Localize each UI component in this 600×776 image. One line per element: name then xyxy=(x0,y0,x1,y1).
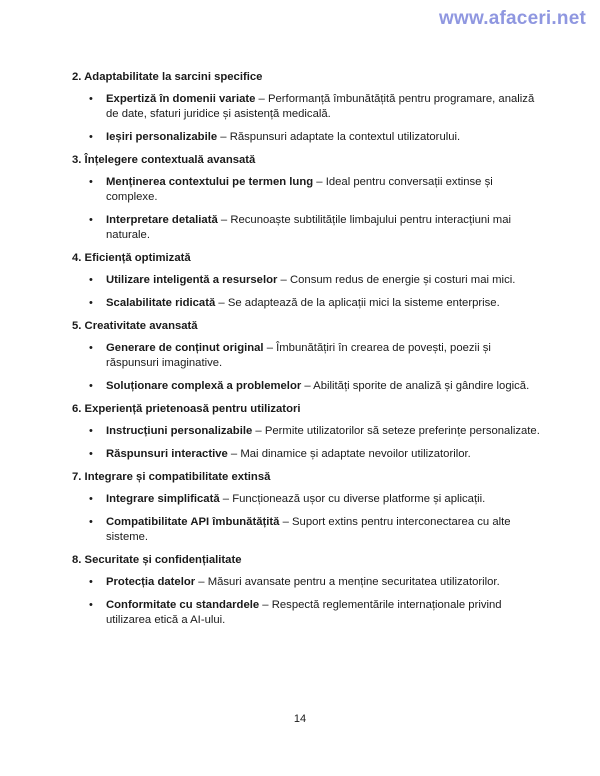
item-term: Utilizare inteligentă a resurselor xyxy=(106,274,278,286)
section-efficiency xyxy=(72,251,542,311)
section-heading: 3. Înțelegere contextuală avansată xyxy=(72,154,256,166)
item-term: Interpretare detaliată xyxy=(106,214,218,226)
bullet-list xyxy=(72,341,542,394)
item-term: Compatibilitate API îmbunătățită xyxy=(106,516,280,528)
item-description: – Măsuri avansate pentru a menține securitatea utilizatorilor. xyxy=(195,576,500,588)
section-heading: 4. Eficiență optimizată xyxy=(72,252,191,264)
section-heading: 6. Experiență prietenoasă pentru utilizatori xyxy=(72,403,301,415)
list-item xyxy=(72,575,542,590)
bullet-list xyxy=(72,175,542,243)
bullet-icon: • xyxy=(89,342,93,354)
item-term: Scalabilitate ridicată xyxy=(106,297,216,309)
list-item xyxy=(72,175,542,205)
section-adaptability xyxy=(72,70,542,145)
item-description: – Consum redus de energie și costuri mai mici. xyxy=(277,274,516,286)
bullet-list xyxy=(72,273,542,311)
item-description: – Ideal pentru conversații extinse și complexe. xyxy=(106,176,493,203)
section-heading: 7. Integrare și compatibilitate extinsă xyxy=(72,471,271,483)
section-user-experience xyxy=(72,402,542,462)
item-term: Conformitate cu standardele xyxy=(106,599,260,611)
bullet-list xyxy=(72,575,542,628)
section-security xyxy=(72,553,542,628)
document-body xyxy=(72,70,542,636)
item-description: – Mai dinamice și adaptate nevoilor utilizatorilor. xyxy=(227,448,471,460)
item-description: – Se adaptează de la aplicații mici la sisteme enterprise. xyxy=(215,297,500,309)
bullet-icon: • xyxy=(89,599,93,611)
item-description: – Abilități sporite de analiză și gândire logică. xyxy=(301,380,530,392)
list-item xyxy=(72,273,542,288)
item-description: – Respectă reglementările internaționale privind utilizarea etică a AI-ului. xyxy=(106,599,502,626)
bullet-icon: • xyxy=(89,448,93,460)
bullet-list xyxy=(72,424,542,462)
list-item xyxy=(72,213,542,243)
bullet-icon: • xyxy=(89,131,93,143)
item-description: – Răspunsuri adaptate la contextul utilizatorului. xyxy=(217,131,461,143)
list-item xyxy=(72,341,542,371)
item-description: – Îmbunătățiri în crearea de povești, poezii și răspunsuri imaginative. xyxy=(106,342,491,369)
item-term: Soluționare complexă a problemelor xyxy=(106,380,302,392)
bullet-icon: • xyxy=(89,516,93,528)
site-watermark: www.afaceri.net xyxy=(439,8,586,29)
list-item xyxy=(72,515,542,545)
item-term: Ieșiri personalizabile xyxy=(106,131,218,143)
section-heading: 8. Securitate și confidențialitate xyxy=(72,554,242,566)
section-heading: 2. Adaptabilitate la sarcini specifice xyxy=(72,71,263,83)
bullet-icon: • xyxy=(89,214,93,226)
section-heading: 5. Creativitate avansată xyxy=(72,320,198,332)
item-description: – Permite utilizatorilor să seteze preferințe personalizate. xyxy=(252,425,540,437)
bullet-icon: • xyxy=(89,576,93,588)
item-term: Răspunsuri interactive xyxy=(106,448,228,460)
page-number: 14 xyxy=(293,713,307,725)
bullet-icon: • xyxy=(89,176,93,188)
item-term: Protecția datelor xyxy=(106,576,196,588)
list-item xyxy=(72,130,542,145)
list-item xyxy=(72,296,542,311)
list-item xyxy=(72,447,542,462)
list-item xyxy=(72,424,542,439)
bullet-icon: • xyxy=(89,93,93,105)
item-description: – Funcționează ușor cu diverse platforme și aplicații. xyxy=(219,493,486,505)
section-creativity xyxy=(72,319,542,394)
item-term: Generare de conținut original xyxy=(106,342,264,354)
item-description: – Recunoaște subtilitățile limbajului pentru interacțiuni mai naturale. xyxy=(106,214,512,241)
item-description: – Suport extins pentru interconectarea cu alte sisteme. xyxy=(106,516,511,543)
item-term: Integrare simplificată xyxy=(106,493,220,505)
item-term: Expertiză în domenii variate xyxy=(106,93,256,105)
bullet-list xyxy=(72,492,542,545)
section-context-understanding xyxy=(72,153,542,243)
list-item xyxy=(72,92,542,122)
list-item xyxy=(72,492,542,507)
bullet-icon: • xyxy=(89,274,93,286)
bullet-icon: • xyxy=(89,425,93,437)
bullet-icon: • xyxy=(89,493,93,505)
list-item xyxy=(72,598,542,628)
bullet-icon: • xyxy=(89,380,93,392)
list-item xyxy=(72,379,542,394)
bullet-icon: • xyxy=(89,297,93,309)
bullet-list xyxy=(72,92,542,145)
section-integration xyxy=(72,470,542,545)
item-term: Instrucțiuni personalizabile xyxy=(106,425,253,437)
item-description: – Performanță îmbunătățită pentru programare, analiză de date, sfaturi juridice și asistență medicală. xyxy=(106,93,535,120)
item-term: Menținerea contextului pe termen lung xyxy=(106,176,314,188)
